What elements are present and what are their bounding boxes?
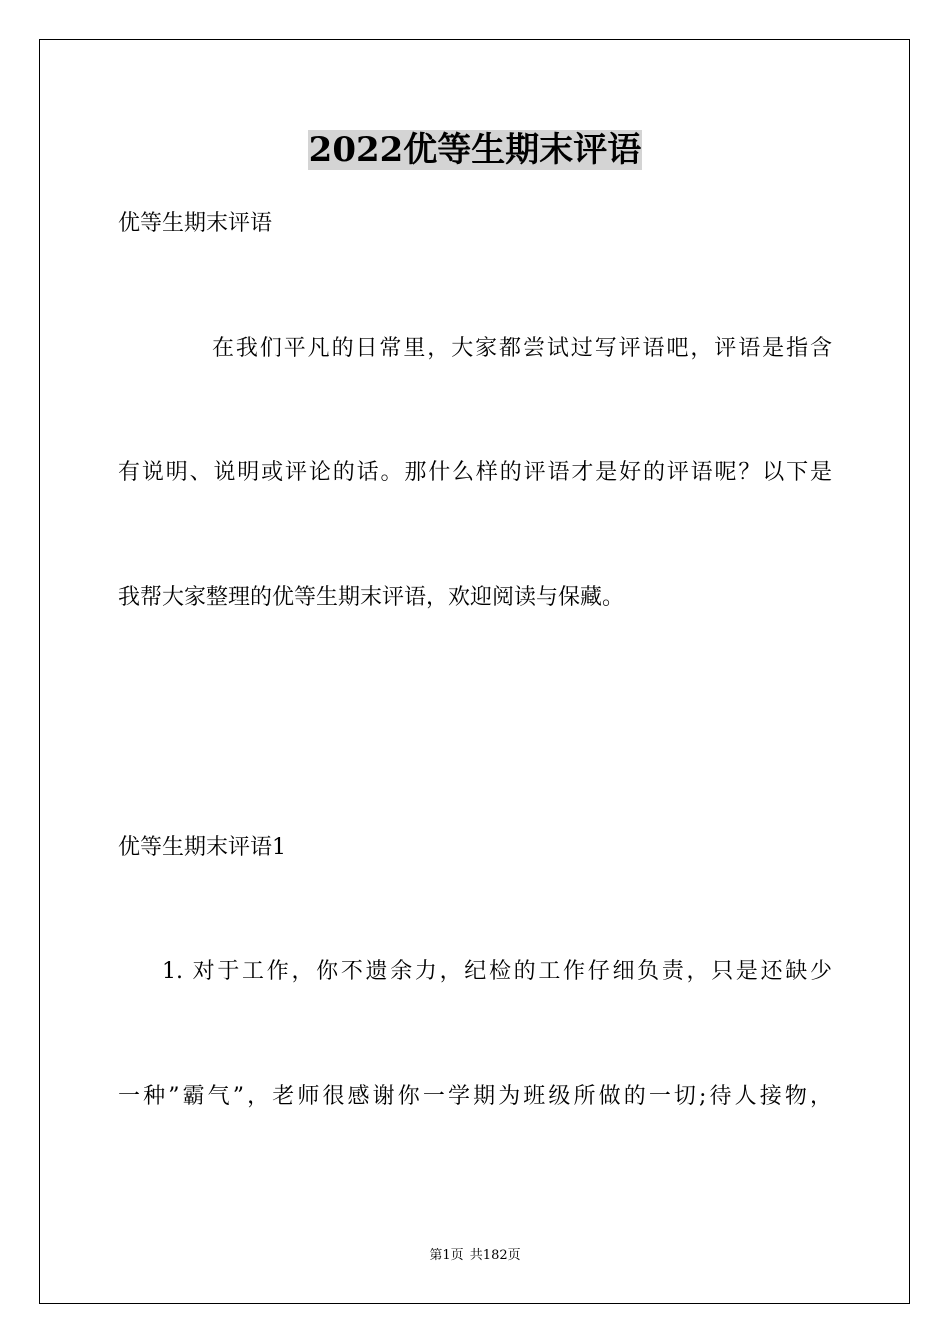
- document-title: [0, 128, 950, 172]
- intro-line-2: 有说明、说明或评论的话。那什么样的评语才是好的评语呢？以下是: [118, 460, 832, 485]
- intro-line-3: 我帮大家整理的优等生期末评语，欢迎阅读与保藏。: [118, 585, 625, 610]
- subtitle: 优等生期末评语: [118, 211, 273, 236]
- item1-line-2: 一种”霸气”，老师很感谢你一学期为班级所做的一切;待人接物，: [118, 1084, 832, 1109]
- item1-line-1: 1. 对于工作，你不遗余力，纪检的工作仔细负责，只是还缺少: [162, 959, 832, 984]
- page-footer: 第1页 共182页: [429, 1248, 521, 1263]
- intro-line-1: 在我们平凡的日常里，大家都尝试过写评语吧，评语是指含: [212, 336, 832, 361]
- document-title-text: 2022优等生期末评语: [308, 130, 642, 170]
- section-heading: 优等生期末评语1: [118, 835, 286, 860]
